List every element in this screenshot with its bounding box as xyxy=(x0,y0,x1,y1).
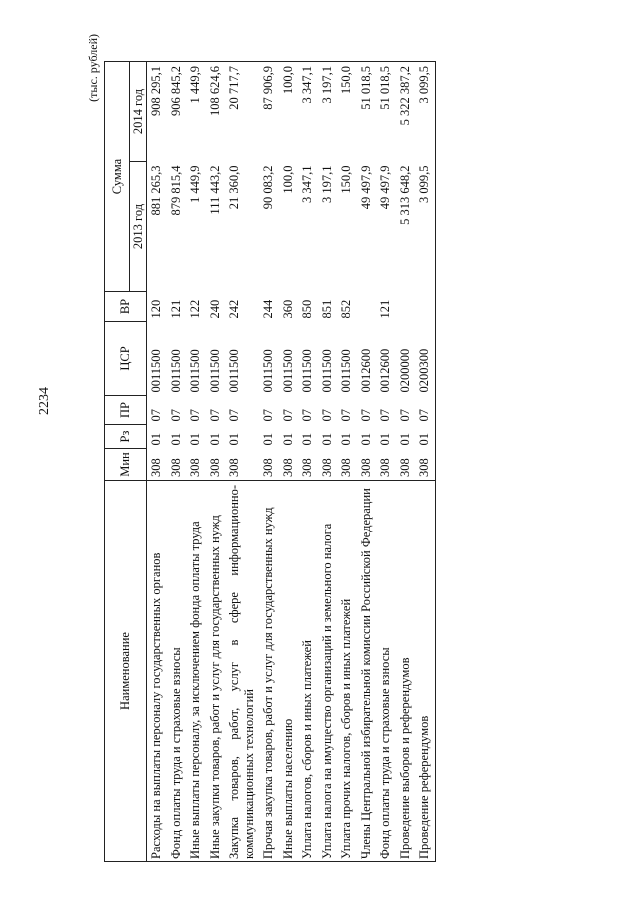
table-body xyxy=(147,62,436,862)
table-row xyxy=(337,62,357,862)
row-sum-2014: 87 906,9 xyxy=(259,62,279,162)
row-sum-2014: 3 347,1 xyxy=(298,62,318,162)
table-row xyxy=(376,62,396,862)
row-pr: 07 xyxy=(358,409,373,422)
row-rz: 01 xyxy=(319,433,334,446)
row-pr: 07 xyxy=(415,396,435,425)
row-sum-2014: 906 845,2 xyxy=(167,62,187,162)
row-name: Расходы на выплаты персоналу государственных органов xyxy=(147,481,167,862)
row-name: Иные выплаты населению xyxy=(279,481,299,862)
row-rz: 01 xyxy=(168,433,183,446)
row-vr: 244 xyxy=(261,299,275,319)
row-rz: 01 xyxy=(397,433,412,446)
row-csr: 0011500 xyxy=(168,349,183,393)
row-name: Фонд оплаты труда и страховые взносы xyxy=(167,481,187,862)
row-csr: 0011500 xyxy=(280,349,295,393)
header-2013: 2013 год xyxy=(130,162,147,292)
row-rz: 01 xyxy=(280,433,295,446)
units-note: (тыс. рублей) xyxy=(86,34,100,102)
row-rz: 01 xyxy=(415,425,435,449)
table-row xyxy=(167,62,187,862)
row-sum-2013: 881 265,3 xyxy=(149,165,163,216)
table-header xyxy=(105,62,147,862)
row-pr: 07 xyxy=(207,409,222,422)
header-sum: Сумма xyxy=(105,62,130,292)
row-vr: 240 xyxy=(207,299,222,319)
row-csr: 0011500 xyxy=(188,349,202,393)
row-pr: 07 xyxy=(378,409,392,422)
row-vr: 852 xyxy=(339,299,353,319)
row-sum-2013: 111 443,2 xyxy=(207,165,222,215)
row-sum-2013: 3 099,5 xyxy=(415,162,435,292)
row-min: 308 xyxy=(168,458,183,477)
row-pr: 07 xyxy=(168,409,183,422)
row-vr: 122 xyxy=(188,299,202,319)
row-sum-2014: 51 018,5 xyxy=(376,62,396,162)
row-min: 308 xyxy=(280,458,295,477)
row-pr: 07 xyxy=(319,409,334,422)
row-name: Члены Центральной избирательной комиссии Российской Федерации xyxy=(357,481,377,862)
row-pr: 07 xyxy=(149,409,163,422)
row-vr: 850 xyxy=(300,299,314,319)
row-vr: 851 xyxy=(319,299,334,319)
row-csr: 0011500 xyxy=(149,349,163,393)
row-pr: 07 xyxy=(397,409,412,422)
header-vr: ВР xyxy=(105,292,147,322)
row-vr xyxy=(357,292,377,322)
row-sum-2014: 1 449,9 xyxy=(186,62,206,162)
row-csr: 0200000 xyxy=(397,348,412,393)
row-name: Иные закупки товаров, работ и услуг для государственных нужд xyxy=(206,481,226,862)
row-rz: 01 xyxy=(227,433,241,446)
header-min: Мин xyxy=(105,449,147,481)
row-rz: 01 xyxy=(261,433,275,446)
row-name: Иные выплаты персоналу, за исключением фонда оплаты труда xyxy=(186,481,206,862)
row-name: Проведение референдумов xyxy=(415,481,435,862)
table-row xyxy=(357,62,377,862)
row-min: 308 xyxy=(397,458,412,477)
row-csr: 0011500 xyxy=(339,349,353,393)
row-pr: 07 xyxy=(300,409,314,422)
row-min: 308 xyxy=(300,458,314,477)
row-sum-2014: 20 717,7 xyxy=(225,62,259,162)
row-name: Закупка товаров, работ, услуг в сфере информационно-коммуникационных технологий xyxy=(225,481,259,862)
row-sum-2013: 3 197,1 xyxy=(319,165,334,203)
table-row xyxy=(298,62,318,862)
row-vr: 360 xyxy=(280,299,295,319)
row-rz: 01 xyxy=(207,433,222,446)
row-vr xyxy=(396,292,416,322)
row-sum-2014: 908 295,1 xyxy=(147,62,167,162)
row-sum-2014: 108 624,6 xyxy=(206,62,226,162)
row-vr: 242 xyxy=(227,299,241,319)
table-row xyxy=(147,62,167,862)
row-sum-2014: 5 322 387,2 xyxy=(396,62,416,162)
row-pr: 07 xyxy=(227,409,241,422)
row-name: Уплата прочих налогов, сборов и иных платежей xyxy=(337,481,357,862)
row-sum-2014: 100,0 xyxy=(279,62,299,162)
row-vr xyxy=(415,292,435,322)
row-sum-2014: 150,0 xyxy=(337,62,357,162)
row-min: 308 xyxy=(378,458,392,477)
row-sum-2013: 1 449,9 xyxy=(188,165,202,203)
row-csr: 0011500 xyxy=(207,349,222,393)
row-name: Фонд оплаты труда и страховые взносы xyxy=(376,481,396,862)
table-row xyxy=(225,62,259,862)
row-name: Прочая закупка товаров, работ и услуг для государственных нужд xyxy=(259,481,279,862)
row-min: 308 xyxy=(207,458,222,477)
budget-table xyxy=(104,61,436,862)
row-pr: 07 xyxy=(339,409,353,422)
row-rz: 01 xyxy=(358,433,373,446)
row-sum-2013: 100,0 xyxy=(280,165,295,194)
header-csr: ЦСР xyxy=(105,322,147,396)
table-row xyxy=(415,62,435,862)
row-rz: 01 xyxy=(188,433,202,446)
header-pr: ПР xyxy=(105,396,147,425)
row-sum-2013: 49 497,9 xyxy=(358,165,373,210)
row-sum-2013: 21 360,0 xyxy=(227,165,241,210)
row-min: 308 xyxy=(319,458,334,477)
row-csr: 0011500 xyxy=(300,349,314,393)
row-rz: 01 xyxy=(378,433,392,446)
header-name: Наименование xyxy=(105,481,147,862)
table-row xyxy=(396,62,416,862)
header-2014: 2014 год xyxy=(130,62,147,162)
row-pr: 07 xyxy=(280,409,295,422)
row-pr: 07 xyxy=(188,409,202,422)
table-row xyxy=(279,62,299,862)
header-rz: Рз xyxy=(105,425,147,449)
row-vr: 121 xyxy=(168,299,183,319)
row-sum-2013: 49 497,9 xyxy=(378,165,392,210)
table-row xyxy=(206,62,226,862)
row-sum-2013: 5 313 648,2 xyxy=(397,165,412,225)
row-csr: 0012600 xyxy=(358,348,373,393)
row-csr: 0011500 xyxy=(261,349,275,393)
row-min: 308 xyxy=(261,458,275,477)
row-sum-2013: 150,0 xyxy=(339,165,353,194)
row-sum-2013: 90 083,2 xyxy=(261,165,275,210)
row-csr: 0011500 xyxy=(227,349,241,393)
row-name: Уплата налога на имущество организаций и земельного налога xyxy=(318,481,338,862)
row-sum-2014: 51 018,5 xyxy=(357,62,377,162)
table-row xyxy=(318,62,338,862)
row-min: 308 xyxy=(358,458,373,477)
row-rz: 01 xyxy=(149,433,163,446)
budget-table-page xyxy=(88,32,560,862)
row-csr: 0012600 xyxy=(378,348,392,393)
row-rz: 01 xyxy=(339,433,353,446)
row-min: 308 xyxy=(339,458,353,477)
row-pr: 07 xyxy=(261,409,275,422)
row-vr: 120 xyxy=(149,299,163,319)
row-sum-2013: 3 347,1 xyxy=(300,165,314,203)
table-row xyxy=(259,62,279,862)
row-name: Уплата налогов, сборов и иных платежей xyxy=(298,481,318,862)
page-number: 2234 xyxy=(37,387,52,415)
row-sum-2014: 3 197,1 xyxy=(318,62,338,162)
row-min: 308 xyxy=(415,449,435,481)
row-vr: 121 xyxy=(378,299,392,319)
row-csr: 0200300 xyxy=(415,322,435,396)
row-sum-2013: 879 815,4 xyxy=(168,165,183,216)
table-row xyxy=(186,62,206,862)
row-sum-2014: 3 099,5 xyxy=(415,62,435,162)
row-name: Проведение выборов и референдумов xyxy=(396,481,416,862)
row-min: 308 xyxy=(188,458,202,477)
row-rz: 01 xyxy=(300,433,314,446)
row-csr: 0011500 xyxy=(319,349,334,393)
row-min: 308 xyxy=(227,458,241,477)
row-min: 308 xyxy=(149,458,163,477)
